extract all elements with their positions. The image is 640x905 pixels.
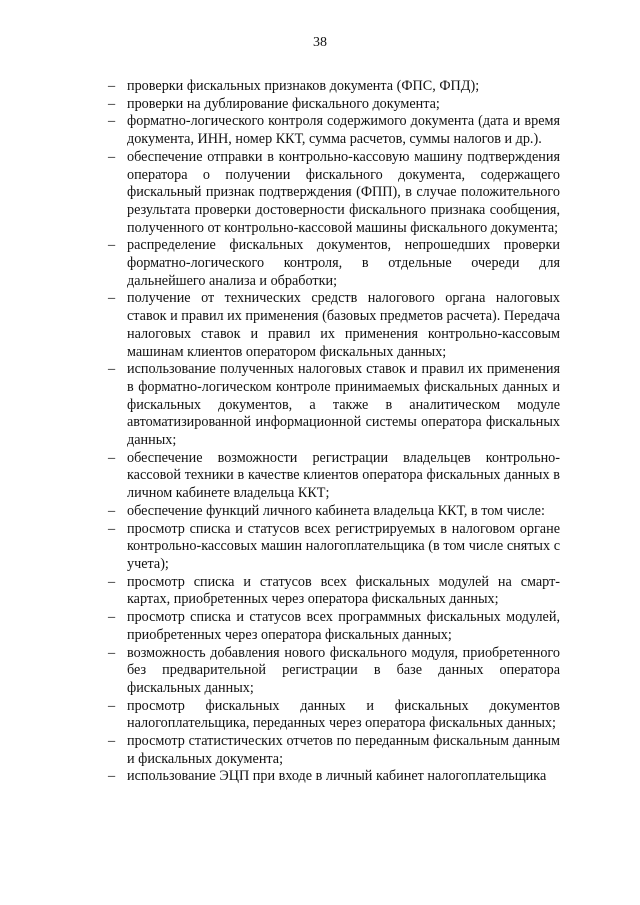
- list-item: [108, 237, 560, 290]
- bullet-list: [108, 78, 560, 786]
- list-item: [108, 698, 560, 733]
- list-item-text: просмотр списка и статусов всех регистрируемых в налоговом органе контрольно-кассовых машин налогоплательщика (в том числе снятых с учета);: [127, 520, 560, 572]
- list-item-text: обеспечение возможности регистрации владельцев контрольно-кассовой техники в качестве клиентов оператора фискальных данных в личном кабинете владельца ККТ;: [127, 449, 560, 502]
- list-item: [108, 290, 560, 361]
- list-item-text: возможность добавления нового фискального модуля, приобретенного без предварительной регистрации в базе данных оператора фискальных данных;: [127, 644, 560, 696]
- list-item-text: обеспечение отправки в контрольно-кассовую машину подтверждения оператора о получении фискального документа, содержащего фискальный признак подтверждения (ФПП), в случае положительного результата проверки достоверности фискального признака сообщения, полученного от контрольно-кассовой машины фискального документа;: [127, 148, 560, 236]
- list-item-text: использование ЭЦП при входе в личный кабинет налогоплательщика: [127, 768, 547, 785]
- dash-bullet: –: [108, 768, 116, 785]
- list-item: [108, 521, 560, 574]
- list-item-text: проверки фискальных признаков документа (ФПС, ФПД);: [127, 78, 480, 94]
- list-item: [108, 361, 560, 450]
- dash-bullet: –: [108, 113, 116, 130]
- list-item: [108, 96, 560, 114]
- list-item: [108, 733, 560, 768]
- list-item: [108, 113, 560, 148]
- list-item-text: распределение фискальных документов, непрошедших проверки форматно-логического контроля, в отдельные очереди для дальнейшего анализа и обработки;: [127, 237, 560, 289]
- dash-bullet: –: [108, 237, 116, 254]
- dash-bullet: –: [108, 697, 116, 714]
- dash-bullet: –: [108, 502, 116, 519]
- list-item-text: использование полученных налоговых ставок и правил их применения в форматно-логическом контроле принимаемых фискальных данных и фискальных документов, а также в аналитическом модуле автоматизированной информационной системы оператора фискальных данных;: [127, 361, 560, 449]
- dash-bullet: –: [108, 520, 116, 537]
- list-item-text: просмотр фискальных данных и фискальных документов налогоплательщика, переданных через оператора фискальных данных;: [127, 697, 560, 732]
- dash-bullet: –: [108, 290, 116, 307]
- list-item: [108, 609, 560, 644]
- page-number: 38: [313, 35, 327, 50]
- list-item: [108, 78, 560, 96]
- list-item-text: просмотр статистических отчетов по переданным фискальным данным и фискальных документа;: [127, 733, 560, 767]
- list-item: [108, 768, 560, 786]
- list-item: [108, 450, 560, 503]
- dash-bullet: –: [108, 78, 116, 94]
- list-item-text: получение от технических средств налогового органа налоговых ставок и правил их применения (базовых предметов расчета). Передача налоговых ставок и правил их применения контрольно-кассовым машинам клиентов оператором фискальных данных;: [127, 290, 560, 360]
- list-item-text: обеспечение функций личного кабинета владельца ККТ, в том числе:: [127, 502, 545, 519]
- dash-bullet: –: [108, 733, 116, 750]
- dash-bullet: –: [108, 644, 116, 661]
- dash-bullet: –: [108, 609, 116, 626]
- list-item: [108, 645, 560, 698]
- dash-bullet: –: [108, 361, 116, 378]
- list-item-text: проверки на дублирование фискального документа;: [127, 95, 440, 112]
- list-item-text: просмотр списка и статусов всех программных фискальных модулей, приобретенных через оператора фискальных данных;: [127, 609, 560, 643]
- list-item: [108, 574, 560, 609]
- list-item-text: просмотр списка и статусов всех фискальных модулей на смарт-картах, приобретенных через оператора фискальных данных;: [127, 573, 560, 608]
- list-item: [108, 149, 560, 238]
- list-item: [108, 503, 560, 521]
- dash-bullet: –: [108, 449, 116, 466]
- list-item-text: форматно-логического контроля содержимого документа (дата и время документа, ИНН, номер ККТ, сумма расчетов, суммы налогов и др.).: [127, 113, 560, 148]
- dash-bullet: –: [108, 573, 116, 590]
- dash-bullet: –: [108, 148, 116, 165]
- dash-bullet: –: [108, 95, 116, 112]
